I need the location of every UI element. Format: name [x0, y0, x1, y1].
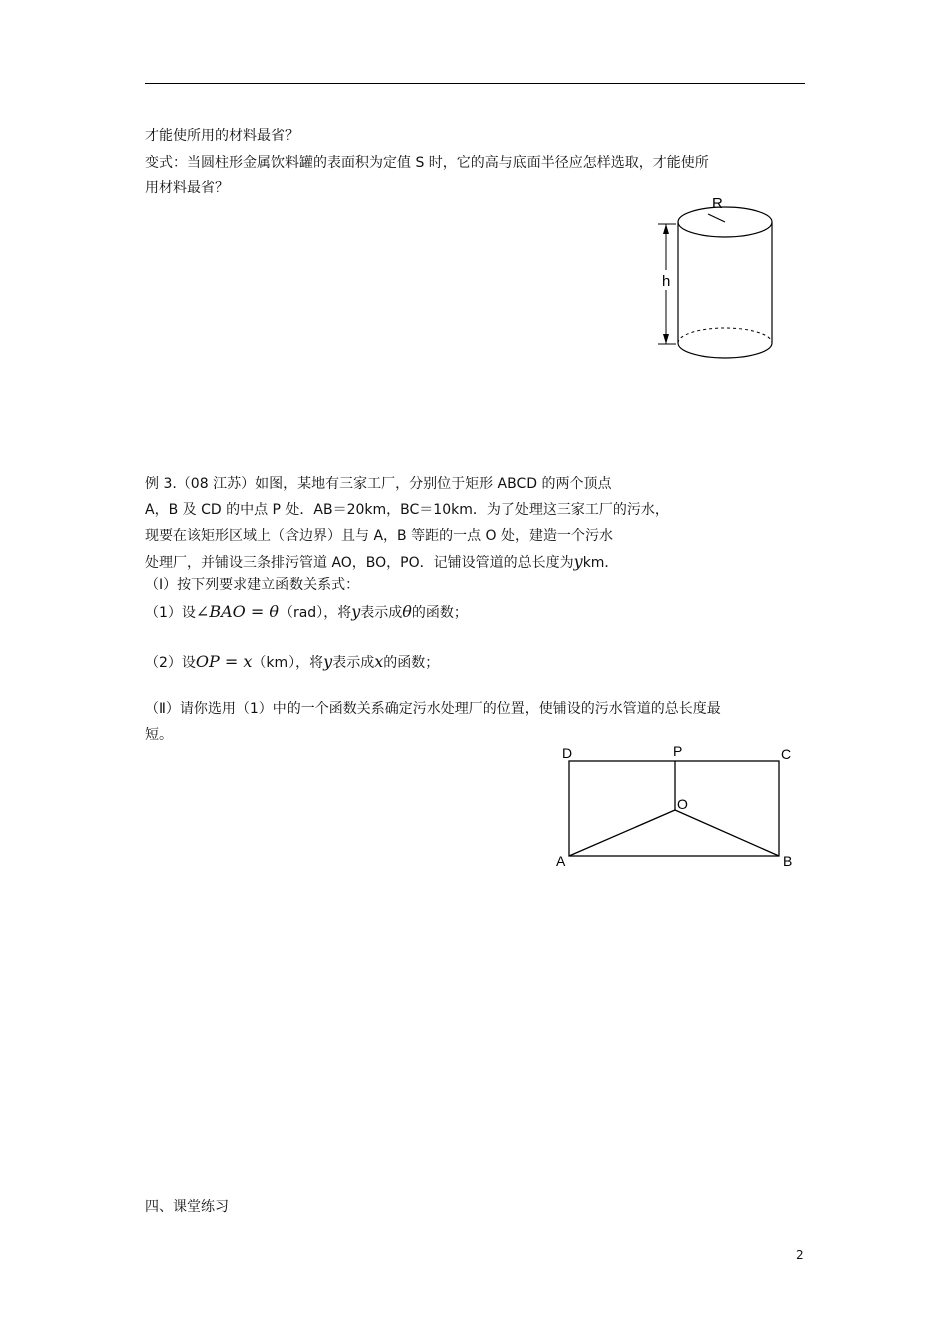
section-4-heading: 四、课堂练习 — [145, 1199, 229, 1215]
example-line-4-text: 处理厂，并铺设三条排污管道 AO，BO，PO．记铺设管道的总长度为 — [145, 555, 574, 571]
page-number: 2 — [796, 1248, 804, 1262]
example-line-2: A，B 及 CD 的中点 P 处．AB＝20km，BC＝10km．为了处理这三家工厂的污水， — [145, 502, 669, 518]
q2-var-x: x — [374, 652, 384, 671]
cylinder-figure — [650, 188, 790, 368]
q1-end: 的函数； — [411, 605, 468, 621]
question-1 — [145, 602, 468, 623]
part1-heading: （Ⅰ）按下列要求建立函数关系式： — [145, 577, 360, 593]
label-c: C — [781, 746, 792, 762]
text-line-3: 用材料最省？ — [145, 180, 229, 196]
q1-var-y: y — [351, 602, 361, 621]
cylinder-bottom-front — [678, 343, 772, 358]
q2-end: 的函数； — [383, 655, 440, 671]
q2-expr: OP = x — [195, 652, 253, 671]
q2-var-y: y — [323, 652, 333, 671]
segment-ao — [569, 810, 675, 856]
question-2 — [145, 652, 439, 673]
example-line-3: 现要在该矩形区域上（含边界）且与 A，B 等距的一点 O 处，建造一个污水 — [145, 528, 614, 544]
var-y: y — [573, 552, 583, 571]
q1-var-theta: θ — [402, 602, 412, 621]
label-o: O — [677, 796, 688, 812]
label-b: B — [783, 853, 793, 869]
rectangle-figure — [550, 738, 810, 873]
header-rule — [145, 83, 805, 84]
q2-mid: （km），将 — [252, 655, 324, 671]
height-label: h — [662, 273, 671, 290]
q2-after: 表示成 — [332, 655, 375, 671]
part2-line-1: （Ⅱ）请你选用（1）中的一个函数关系确定污水处理厂的位置，使铺设的污水管道的总长度最 — [145, 701, 721, 717]
example-line-4-unit: km． — [582, 555, 619, 571]
height-arrow-top — [663, 224, 669, 234]
height-arrow-bottom — [663, 334, 669, 344]
cylinder-bottom-back — [678, 328, 772, 343]
text-line-2: 变式：当圆柱形金属饮料罐的表面积为定值 S 时，它的高与底面半径应怎样选取，才能使所 — [145, 155, 709, 171]
q1-angle-expr: ∠BAO = θ — [195, 602, 279, 621]
part2-line-2: 短。 — [145, 727, 173, 743]
q2-prefix: （2）设 — [145, 655, 196, 671]
q1-mid: （rad），将 — [278, 605, 352, 621]
radius-segment — [708, 214, 725, 222]
example-line-1: 例 3.（08 江苏）如图，某地有三家工厂，分别位于矩形 ABCD 的两个顶点 — [145, 476, 612, 492]
segment-bo — [675, 810, 779, 856]
q1-prefix: （1）设 — [145, 605, 196, 621]
example-line-4 — [145, 552, 618, 573]
label-a: A — [556, 853, 566, 869]
q1-after: 表示成 — [360, 605, 403, 621]
radius-label: R — [712, 195, 723, 212]
text-line-1: 才能使所用的材料最省？ — [145, 128, 299, 144]
label-d: D — [562, 745, 573, 761]
label-p: P — [673, 743, 683, 759]
